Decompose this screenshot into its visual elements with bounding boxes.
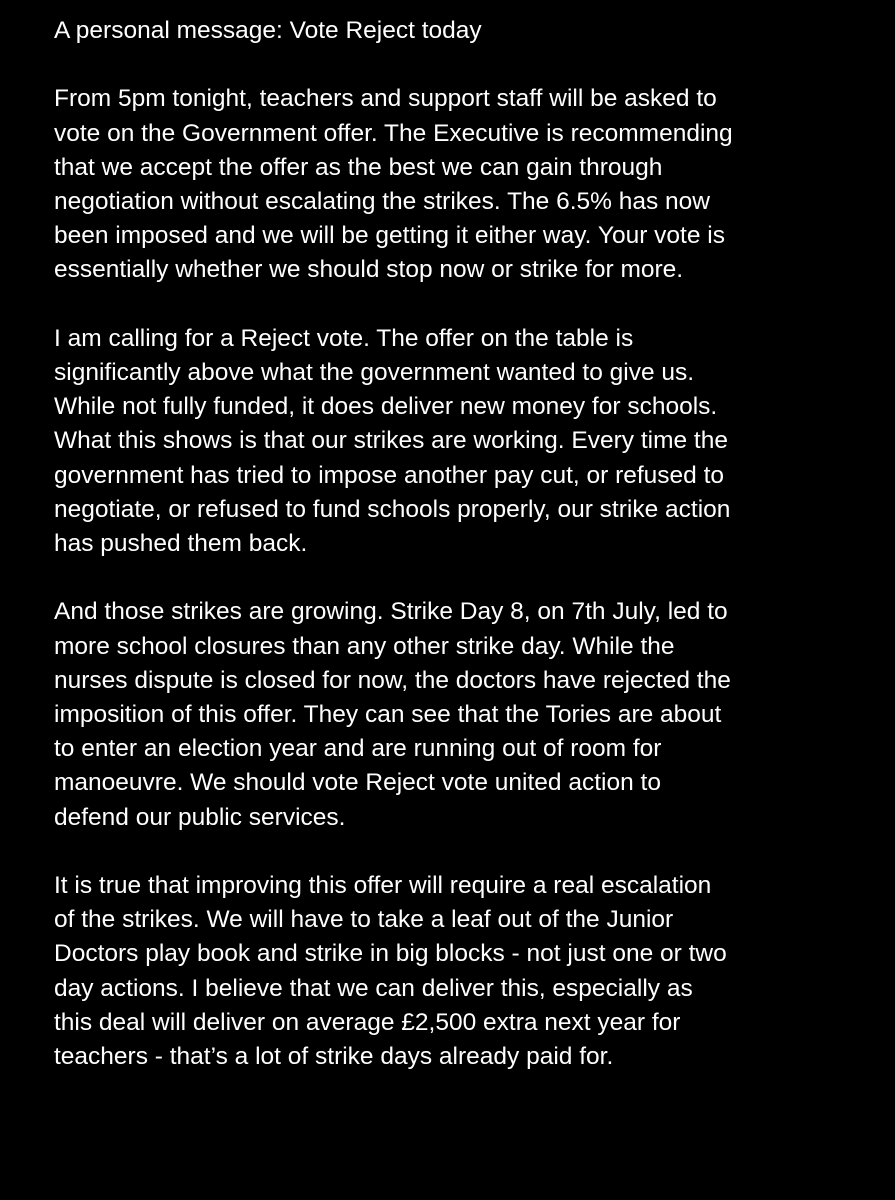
text-line: more school closures than any other strike day. While the [54, 632, 675, 660]
text-line: It is true that improving this offer will require a real escalation [54, 872, 712, 900]
text-line: this deal will deliver on average £2,500 extra next year for [54, 1008, 681, 1036]
text-line: manoeuvre. We should vote Reject vote united action to [54, 769, 661, 797]
text-line: defend our public services. [54, 803, 346, 831]
paragraph-1 [54, 82, 854, 287]
text-line: nurses dispute is closed for now, the doctors have rejected the [54, 666, 731, 694]
text-line: to enter an election year and are running out of room for [54, 735, 662, 763]
text-line: imposition of this offer. They can see that the Tories are about [54, 701, 722, 729]
text-line: negotiation without escalating the strikes. The 6.5% has now [54, 188, 710, 215]
text-line: I am calling for a Reject vote. The offer on the table is [54, 324, 634, 352]
text-line: What this shows is that our strikes are working. Every time the [54, 427, 728, 455]
paragraph-spacer [54, 288, 895, 322]
text-line: been imposed and we will be getting it either way. Your vote is [54, 222, 725, 250]
title-text: A personal message: Vote Reject today [54, 17, 482, 44]
message-title [54, 14, 854, 48]
paragraph-3 [54, 595, 854, 834]
text-line: significantly above what the government wanted to give us. [54, 359, 695, 386]
text-line: And those strikes are growing. Strike Day 8, on 7th July, led to [54, 598, 728, 626]
paragraph-2 [54, 322, 854, 561]
text-line: vote on the Government offer. The Executive is recommending [54, 119, 733, 147]
text-line: of the strikes. We will have to take a leaf out of the Junior [54, 906, 674, 934]
text-line: While not fully funded, it does deliver new money for schools. [54, 393, 718, 421]
text-line: day actions. I believe that we can deliver this, especially as [54, 974, 693, 1002]
text-line: that we accept the offer as the best we can gain through [54, 153, 663, 181]
paragraph-4 [54, 869, 854, 1074]
text-line: negotiate, or refused to fund schools properly, our strike action [54, 495, 731, 523]
text-line: government has tried to impose another pay cut, or refused to [54, 461, 725, 489]
paragraph-spacer [54, 48, 895, 82]
text-line: From 5pm tonight, teachers and support staff will be asked to [54, 85, 717, 113]
text-line: Doctors play book and strike in big blocks - not just one or two [54, 940, 727, 968]
paragraph-spacer [54, 561, 895, 595]
text-line: essentially whether we should stop now or strike for more. [54, 256, 684, 284]
paragraph-spacer [54, 835, 895, 869]
text-line: has pushed them back. [54, 530, 308, 558]
text-line: teachers - that’s a lot of strike days already paid for. [54, 1043, 614, 1071]
